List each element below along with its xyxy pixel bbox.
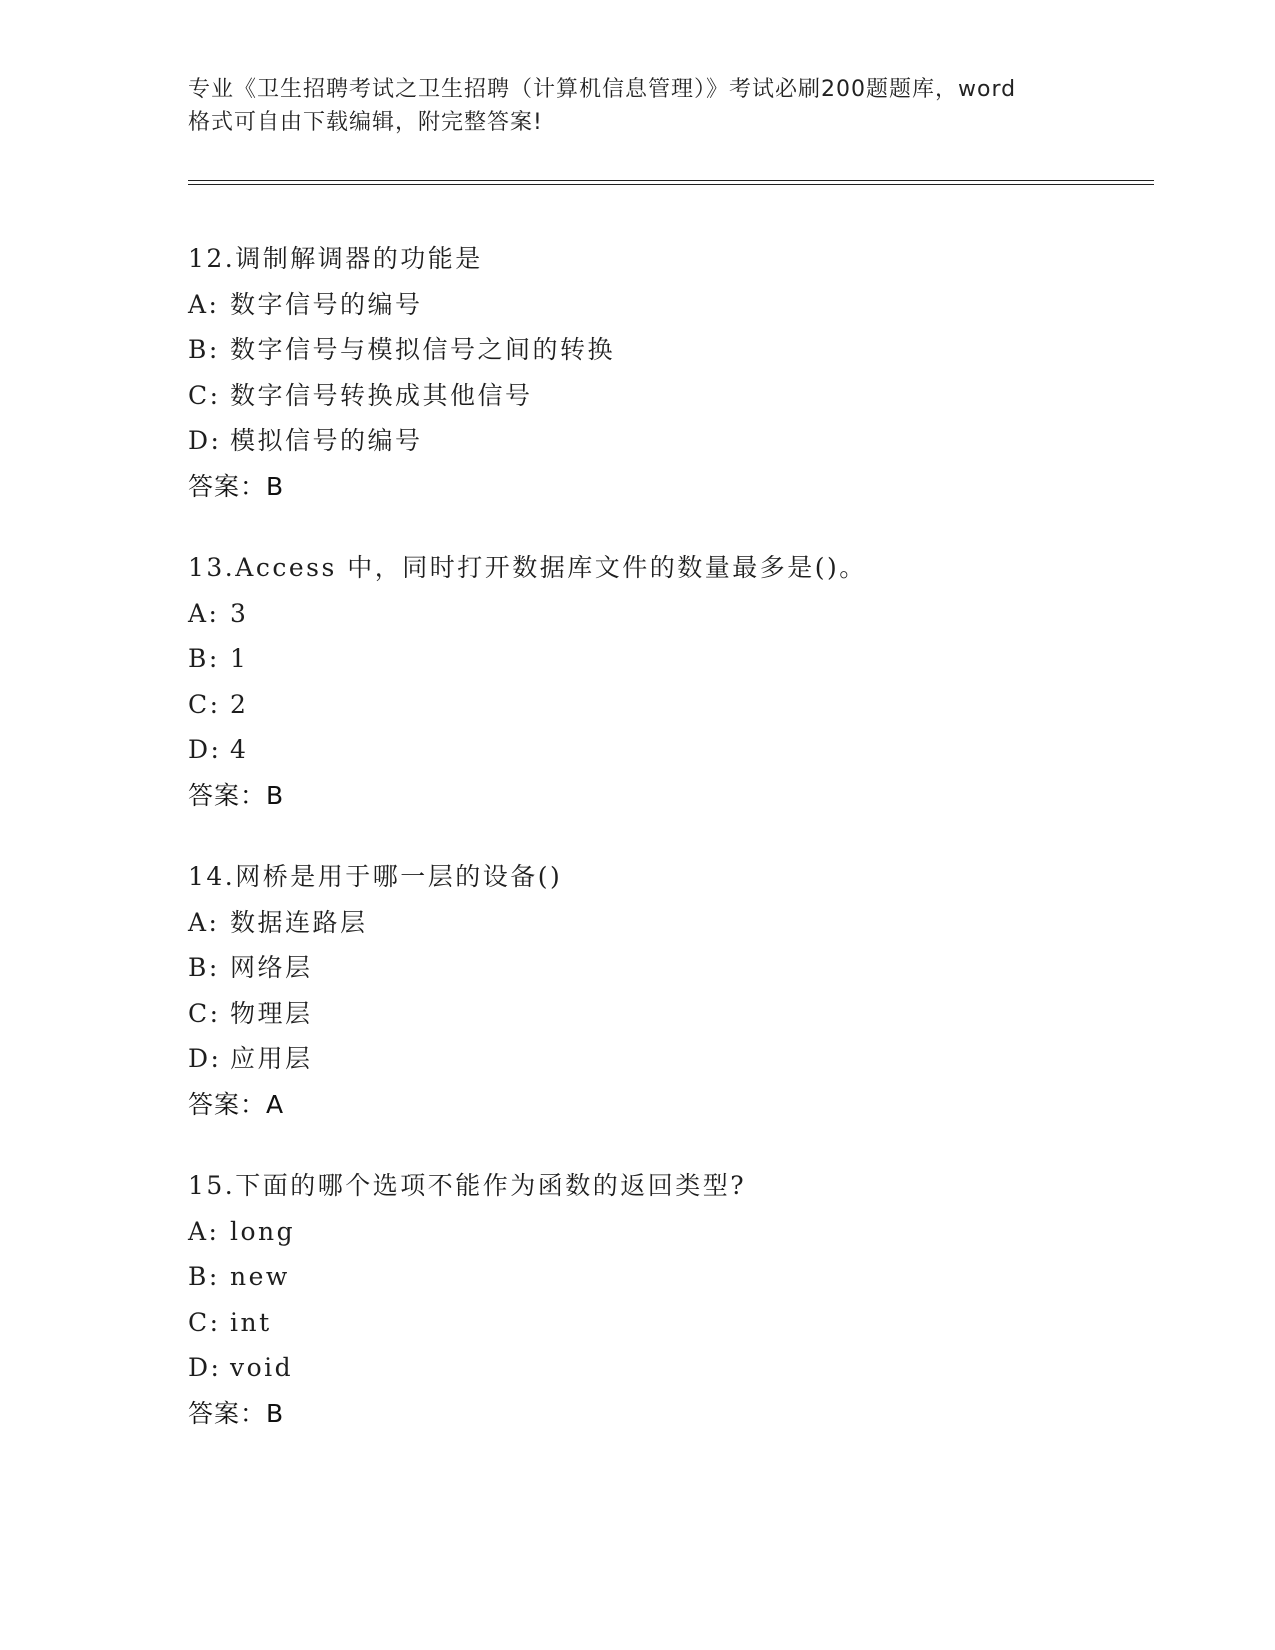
answer-line: 答案：B: [188, 780, 285, 810]
header-line-2: 格式可自由下载编辑，附完整答案!: [188, 110, 543, 135]
option-a: [188, 900, 1168, 946]
option-text: 3: [230, 598, 249, 628]
option-text: 数字信号的编号: [230, 289, 423, 319]
option-letter: C:: [188, 1307, 221, 1337]
option-text: 数字信号与模拟信号之间的转换: [230, 335, 616, 364]
option-a: [188, 282, 1168, 328]
option-letter: D:: [188, 426, 222, 455]
option-text: 应用层: [230, 1044, 313, 1073]
option-d: [188, 418, 1168, 464]
option-letter: D:: [188, 1353, 222, 1382]
option-c: [188, 373, 1168, 419]
option-a: [188, 1209, 1168, 1255]
option-letter: B:: [188, 335, 220, 364]
option-b: [188, 327, 1168, 373]
option-d: [188, 1036, 1168, 1082]
option-c: [188, 1300, 1168, 1346]
option-text: 2: [230, 689, 249, 719]
question-stem: 15.下面的哪个选项不能作为函数的返回类型?: [188, 1171, 747, 1200]
option-letter: A:: [188, 598, 220, 628]
option-letter: B:: [188, 1262, 220, 1291]
option-text: 4: [230, 735, 249, 764]
document-header: [188, 73, 1088, 139]
answer-line: 答案：B: [188, 1398, 285, 1428]
answer-line: 答案：A: [188, 1089, 285, 1119]
question-12: [188, 236, 1168, 509]
option-b: [188, 1254, 1168, 1300]
option-text: 数据连路层: [230, 907, 368, 937]
question-13: [188, 545, 1168, 818]
option-text: 数字信号转换成其他信号: [230, 380, 533, 410]
header-line-1: 专业《卫生招聘考试之卫生招聘（计算机信息管理）》考试必刷200题题库，word: [188, 77, 1017, 102]
option-d: [188, 727, 1168, 773]
option-text: 1: [230, 644, 249, 673]
option-letter: A:: [188, 289, 220, 319]
option-b: [188, 945, 1168, 991]
option-text: new: [230, 1262, 290, 1291]
option-letter: B:: [188, 953, 220, 982]
option-letter: D:: [188, 735, 222, 764]
option-c: [188, 682, 1168, 728]
option-letter: A:: [188, 1216, 220, 1246]
option-b: [188, 636, 1168, 682]
header-divider-bottom: [188, 184, 1154, 185]
question-stem: 12.调制解调器的功能是: [188, 244, 483, 273]
option-d: [188, 1345, 1168, 1391]
option-letter: B:: [188, 644, 220, 673]
answer-line: 答案：B: [188, 471, 285, 501]
option-letter: D:: [188, 1044, 222, 1073]
option-letter: A:: [188, 907, 220, 937]
question-list: [188, 236, 1168, 1472]
option-letter: C:: [188, 380, 221, 410]
option-text: 网络层: [230, 953, 313, 982]
header-divider-top: [188, 180, 1154, 181]
question-14: [188, 854, 1168, 1127]
option-text: void: [230, 1353, 294, 1382]
option-letter: C:: [188, 689, 221, 719]
option-a: [188, 591, 1168, 637]
option-text: long: [230, 1216, 296, 1246]
option-text: int: [230, 1307, 272, 1337]
option-text: 物理层: [230, 998, 313, 1028]
option-letter: C:: [188, 998, 221, 1028]
option-c: [188, 991, 1168, 1037]
question-stem: 13.Access 中，同时打开数据库文件的数量最多是()。: [188, 553, 867, 582]
option-text: 模拟信号的编号: [230, 426, 423, 455]
question-stem: 14.网桥是用于哪一层的设备(): [188, 862, 563, 891]
question-15: [188, 1163, 1168, 1436]
